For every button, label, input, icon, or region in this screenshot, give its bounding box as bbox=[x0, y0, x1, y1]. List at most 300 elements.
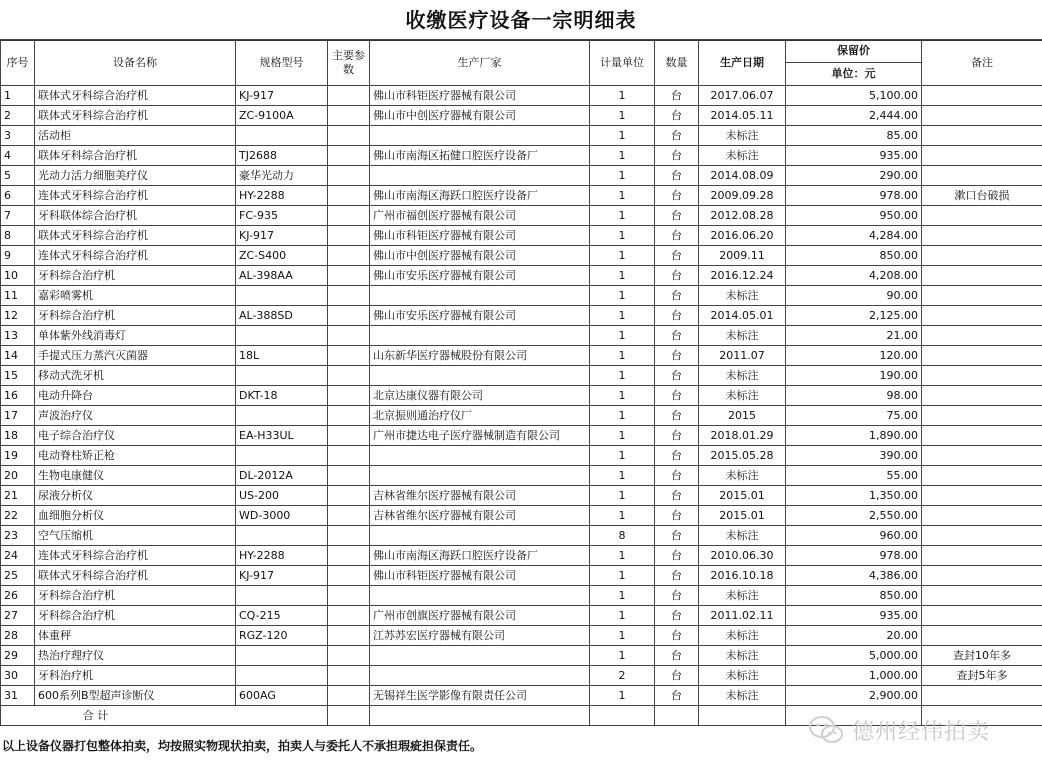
cell-remark bbox=[922, 546, 1042, 566]
cell-date: 未标注 bbox=[699, 366, 786, 386]
cell-params bbox=[328, 266, 370, 286]
cell-maker bbox=[370, 666, 590, 686]
cell-price: 2,900.00 bbox=[786, 686, 922, 706]
cell-date: 未标注 bbox=[699, 666, 786, 686]
cell-remark bbox=[922, 386, 1042, 406]
cell-unit: 1 bbox=[590, 246, 655, 266]
cell-date: 2016.12.24 bbox=[699, 266, 786, 286]
cell-unit: 1 bbox=[590, 426, 655, 446]
cell-qty: 台 bbox=[655, 226, 699, 246]
cell-remark bbox=[922, 166, 1042, 186]
cell-model: KJ-917 bbox=[236, 86, 328, 106]
wechat-icon bbox=[808, 715, 844, 745]
cell-date: 2017.06.07 bbox=[699, 86, 786, 106]
table-row bbox=[1, 226, 1042, 246]
cell-name: 联体式牙科综合治疗机 bbox=[35, 106, 236, 126]
table-row bbox=[1, 466, 1042, 486]
cell-unit: 1 bbox=[590, 366, 655, 386]
cell-name: 联体式牙科综合治疗机 bbox=[35, 226, 236, 246]
cell-qty: 台 bbox=[655, 366, 699, 386]
cell-name: 联体牙科综合治疗机 bbox=[35, 146, 236, 166]
cell-qty: 台 bbox=[655, 626, 699, 646]
cell-no: 23 bbox=[1, 526, 35, 546]
cell-model: FC-935 bbox=[236, 206, 328, 226]
header-unit: 计量单位 bbox=[590, 40, 655, 86]
cell-maker: 无锡祥生医学影像有限责任公司 bbox=[370, 686, 590, 706]
cell-unit: 1 bbox=[590, 186, 655, 206]
cell-params bbox=[328, 146, 370, 166]
cell-name: 联体式牙科综合治疗机 bbox=[35, 86, 236, 106]
cell-name: 牙科综合治疗机 bbox=[35, 266, 236, 286]
total-cell bbox=[370, 706, 590, 726]
cell-maker: 佛山市科钜医疗器械有限公司 bbox=[370, 566, 590, 586]
cell-remark bbox=[922, 586, 1042, 606]
cell-no: 3 bbox=[1, 126, 35, 146]
cell-unit: 1 bbox=[590, 86, 655, 106]
header-model: 规格型号 bbox=[236, 40, 328, 86]
total-cell bbox=[328, 706, 370, 726]
cell-name: 体重秤 bbox=[35, 626, 236, 646]
cell-no: 25 bbox=[1, 566, 35, 586]
cell-params bbox=[328, 306, 370, 326]
cell-maker bbox=[370, 366, 590, 386]
cell-qty: 台 bbox=[655, 646, 699, 666]
table-row bbox=[1, 146, 1042, 166]
cell-name: 600系列B型超声诊断仪 bbox=[35, 686, 236, 706]
cell-remark bbox=[922, 626, 1042, 646]
cell-remark bbox=[922, 566, 1042, 586]
cell-date: 2016.10.18 bbox=[699, 566, 786, 586]
cell-price: 21.00 bbox=[786, 326, 922, 346]
cell-date: 2009.11 bbox=[699, 246, 786, 266]
cell-maker: 佛山市安乐医疗器械有限公司 bbox=[370, 266, 590, 286]
cell-params bbox=[328, 546, 370, 566]
cell-params bbox=[328, 326, 370, 346]
table-row bbox=[1, 346, 1042, 366]
cell-model: HY-2288 bbox=[236, 546, 328, 566]
cell-name: 嘉彩喷雾机 bbox=[35, 286, 236, 306]
cell-qty: 台 bbox=[655, 546, 699, 566]
cell-model: HY-2288 bbox=[236, 186, 328, 206]
cell-qty: 台 bbox=[655, 86, 699, 106]
cell-params bbox=[328, 566, 370, 586]
cell-remark bbox=[922, 466, 1042, 486]
cell-no: 5 bbox=[1, 166, 35, 186]
cell-name: 电动升降台 bbox=[35, 386, 236, 406]
cell-no: 27 bbox=[1, 606, 35, 626]
cell-no: 26 bbox=[1, 586, 35, 606]
cell-maker bbox=[370, 446, 590, 466]
cell-qty: 台 bbox=[655, 286, 699, 306]
cell-price: 2,444.00 bbox=[786, 106, 922, 126]
table-row bbox=[1, 306, 1042, 326]
table-row bbox=[1, 486, 1042, 506]
cell-name: 牙科综合治疗机 bbox=[35, 586, 236, 606]
cell-qty: 台 bbox=[655, 246, 699, 266]
cell-price: 75.00 bbox=[786, 406, 922, 426]
cell-qty: 台 bbox=[655, 166, 699, 186]
cell-no: 10 bbox=[1, 266, 35, 286]
cell-params bbox=[328, 466, 370, 486]
cell-no: 17 bbox=[1, 406, 35, 426]
cell-date: 2014.05.01 bbox=[699, 306, 786, 326]
cell-params bbox=[328, 166, 370, 186]
cell-remark bbox=[922, 126, 1042, 146]
cell-no: 30 bbox=[1, 666, 35, 686]
cell-params bbox=[328, 626, 370, 646]
table-row bbox=[1, 686, 1042, 706]
total-cell bbox=[655, 706, 699, 726]
cell-model: AL-398AA bbox=[236, 266, 328, 286]
cell-date: 2009.09.28 bbox=[699, 186, 786, 206]
cell-no: 31 bbox=[1, 686, 35, 706]
cell-date: 2018.01.29 bbox=[699, 426, 786, 446]
cell-maker: 佛山市科钜医疗器械有限公司 bbox=[370, 226, 590, 246]
cell-maker: 北京振则通治疗仪厂 bbox=[370, 406, 590, 426]
cell-no: 7 bbox=[1, 206, 35, 226]
cell-qty: 台 bbox=[655, 106, 699, 126]
cell-name: 连体式牙科综合治疗机 bbox=[35, 246, 236, 266]
cell-qty: 台 bbox=[655, 486, 699, 506]
table-row bbox=[1, 566, 1042, 586]
cell-no: 16 bbox=[1, 386, 35, 406]
cell-name: 牙科综合治疗机 bbox=[35, 606, 236, 626]
cell-no: 12 bbox=[1, 306, 35, 326]
cell-params bbox=[328, 126, 370, 146]
cell-params bbox=[328, 226, 370, 246]
cell-maker: 山东新华医疗器械股份有限公司 bbox=[370, 346, 590, 366]
cell-price: 4,386.00 bbox=[786, 566, 922, 586]
cell-price: 850.00 bbox=[786, 586, 922, 606]
cell-name: 空气压缩机 bbox=[35, 526, 236, 546]
cell-maker: 佛山市科钜医疗器械有限公司 bbox=[370, 86, 590, 106]
cell-model: 600AG bbox=[236, 686, 328, 706]
cell-unit: 1 bbox=[590, 346, 655, 366]
cell-price: 4,284.00 bbox=[786, 226, 922, 246]
cell-model: US-200 bbox=[236, 486, 328, 506]
cell-params bbox=[328, 206, 370, 226]
cell-maker: 北京达康仪器有限公司 bbox=[370, 386, 590, 406]
cell-qty: 台 bbox=[655, 326, 699, 346]
cell-no: 24 bbox=[1, 546, 35, 566]
cell-no: 19 bbox=[1, 446, 35, 466]
cell-model: WD-3000 bbox=[236, 506, 328, 526]
cell-model: AL-388SD bbox=[236, 306, 328, 326]
cell-model: TJ2688 bbox=[236, 146, 328, 166]
cell-remark bbox=[922, 86, 1042, 106]
cell-params bbox=[328, 366, 370, 386]
cell-name: 牙科治疗机 bbox=[35, 666, 236, 686]
cell-params bbox=[328, 446, 370, 466]
cell-remark bbox=[922, 366, 1042, 386]
cell-date: 2011.07 bbox=[699, 346, 786, 366]
cell-maker: 佛山市安乐医疗器械有限公司 bbox=[370, 306, 590, 326]
cell-maker: 广州市创旗医疗器械有限公司 bbox=[370, 606, 590, 626]
cell-date: 未标注 bbox=[699, 386, 786, 406]
sheet-title: 收缴医疗设备一宗明细表 bbox=[0, 0, 1042, 41]
cell-qty: 台 bbox=[655, 406, 699, 426]
cell-remark bbox=[922, 406, 1042, 426]
cell-model: DL-2012A bbox=[236, 466, 328, 486]
cell-qty: 台 bbox=[655, 666, 699, 686]
cell-price: 950.00 bbox=[786, 206, 922, 226]
cell-qty: 台 bbox=[655, 526, 699, 546]
cell-remark bbox=[922, 286, 1042, 306]
cell-no: 13 bbox=[1, 326, 35, 346]
cell-unit: 1 bbox=[590, 446, 655, 466]
cell-price: 2,550.00 bbox=[786, 506, 922, 526]
table-row bbox=[1, 446, 1042, 466]
table-row bbox=[1, 426, 1042, 446]
cell-params bbox=[328, 686, 370, 706]
table-row bbox=[1, 286, 1042, 306]
cell-params bbox=[328, 506, 370, 526]
cell-no: 11 bbox=[1, 286, 35, 306]
cell-name: 牙科综合治疗机 bbox=[35, 306, 236, 326]
cell-params bbox=[328, 526, 370, 546]
cell-price: 850.00 bbox=[786, 246, 922, 266]
cell-model: RGZ-120 bbox=[236, 626, 328, 646]
cell-maker bbox=[370, 286, 590, 306]
cell-unit: 1 bbox=[590, 166, 655, 186]
table-row bbox=[1, 586, 1042, 606]
cell-unit: 1 bbox=[590, 106, 655, 126]
cell-name: 牙科联体综合治疗机 bbox=[35, 206, 236, 226]
table-row bbox=[1, 106, 1042, 126]
header-maker: 生产厂家 bbox=[370, 40, 590, 86]
cell-qty: 台 bbox=[655, 446, 699, 466]
cell-remark bbox=[922, 526, 1042, 546]
cell-maker bbox=[370, 586, 590, 606]
cell-price: 960.00 bbox=[786, 526, 922, 546]
cell-price: 935.00 bbox=[786, 606, 922, 626]
cell-model: DKT-18 bbox=[236, 386, 328, 406]
cell-unit: 1 bbox=[590, 626, 655, 646]
cell-unit: 1 bbox=[590, 546, 655, 566]
cell-model bbox=[236, 406, 328, 426]
cell-price: 55.00 bbox=[786, 466, 922, 486]
cell-maker bbox=[370, 126, 590, 146]
cell-price: 90.00 bbox=[786, 286, 922, 306]
cell-params bbox=[328, 666, 370, 686]
cell-date: 2012.08.28 bbox=[699, 206, 786, 226]
cell-qty: 台 bbox=[655, 126, 699, 146]
cell-price: 935.00 bbox=[786, 146, 922, 166]
cell-date: 2015.05.28 bbox=[699, 446, 786, 466]
cell-date: 2016.06.20 bbox=[699, 226, 786, 246]
cell-unit: 1 bbox=[590, 126, 655, 146]
cell-qty: 台 bbox=[655, 346, 699, 366]
header-price: 保留价 bbox=[786, 40, 922, 63]
total-label: 合 计 bbox=[1, 706, 328, 726]
cell-maker: 佛山市中创医疗器械有限公司 bbox=[370, 246, 590, 266]
cell-unit: 8 bbox=[590, 526, 655, 546]
cell-date: 2015.01 bbox=[699, 506, 786, 526]
cell-date: 未标注 bbox=[699, 466, 786, 486]
cell-qty: 台 bbox=[655, 586, 699, 606]
cell-price: 120.00 bbox=[786, 346, 922, 366]
cell-qty: 台 bbox=[655, 146, 699, 166]
cell-qty: 台 bbox=[655, 686, 699, 706]
cell-maker: 江苏苏宏医疗器械有限公司 bbox=[370, 626, 590, 646]
footer-note: 以上设备仪器打包整体拍卖，均按照实物现状拍卖，拍卖人与委托人不承担瑕疵担保责任。 bbox=[2, 739, 483, 753]
table-row bbox=[1, 126, 1042, 146]
cell-model: 18L bbox=[236, 346, 328, 366]
cell-unit: 1 bbox=[590, 506, 655, 526]
cell-remark bbox=[922, 486, 1042, 506]
cell-model bbox=[236, 586, 328, 606]
cell-price: 1,890.00 bbox=[786, 426, 922, 446]
cell-unit: 1 bbox=[590, 286, 655, 306]
cell-price: 978.00 bbox=[786, 186, 922, 206]
cell-no: 22 bbox=[1, 506, 35, 526]
cell-qty: 台 bbox=[655, 186, 699, 206]
cell-remark bbox=[922, 146, 1042, 166]
cell-maker bbox=[370, 466, 590, 486]
cell-price: 390.00 bbox=[786, 446, 922, 466]
cell-remark bbox=[922, 266, 1042, 286]
cell-model: CQ-215 bbox=[236, 606, 328, 626]
cell-unit: 1 bbox=[590, 306, 655, 326]
cell-price: 1,000.00 bbox=[786, 666, 922, 686]
cell-date: 2014.08.09 bbox=[699, 166, 786, 186]
table-row bbox=[1, 386, 1042, 406]
cell-name: 活动柜 bbox=[35, 126, 236, 146]
cell-date: 2011.02.11 bbox=[699, 606, 786, 626]
cell-unit: 1 bbox=[590, 226, 655, 246]
cell-name: 声波治疗仪 bbox=[35, 406, 236, 426]
table-row bbox=[1, 526, 1042, 546]
cell-unit: 1 bbox=[590, 146, 655, 166]
cell-date: 未标注 bbox=[699, 326, 786, 346]
cell-price: 5,100.00 bbox=[786, 86, 922, 106]
cell-remark bbox=[922, 506, 1042, 526]
cell-model: KJ-917 bbox=[236, 566, 328, 586]
cell-remark bbox=[922, 606, 1042, 626]
cell-no: 1 bbox=[1, 86, 35, 106]
cell-unit: 1 bbox=[590, 386, 655, 406]
cell-maker: 佛山市南海区海跃口腔医疗设备厂 bbox=[370, 546, 590, 566]
cell-name: 手提式压力蒸汽灭菌器 bbox=[35, 346, 236, 366]
cell-name: 血细胞分析仪 bbox=[35, 506, 236, 526]
cell-qty: 台 bbox=[655, 566, 699, 586]
cell-no: 4 bbox=[1, 146, 35, 166]
cell-maker: 吉林省维尔医疗器械有限公司 bbox=[370, 486, 590, 506]
cell-model bbox=[236, 526, 328, 546]
cell-remark: 查封10年多 bbox=[922, 646, 1042, 666]
cell-no: 29 bbox=[1, 646, 35, 666]
cell-no: 18 bbox=[1, 426, 35, 446]
cell-params bbox=[328, 86, 370, 106]
table-row bbox=[1, 646, 1042, 666]
cell-model bbox=[236, 646, 328, 666]
cell-remark bbox=[922, 246, 1042, 266]
cell-unit: 2 bbox=[590, 666, 655, 686]
cell-no: 28 bbox=[1, 626, 35, 646]
cell-qty: 台 bbox=[655, 426, 699, 446]
cell-no: 8 bbox=[1, 226, 35, 246]
cell-date: 未标注 bbox=[699, 526, 786, 546]
cell-unit: 1 bbox=[590, 206, 655, 226]
cell-date: 2010.06.30 bbox=[699, 546, 786, 566]
cell-unit: 1 bbox=[590, 646, 655, 666]
cell-price: 1,350.00 bbox=[786, 486, 922, 506]
cell-price: 20.00 bbox=[786, 626, 922, 646]
table-row bbox=[1, 206, 1042, 226]
cell-model bbox=[236, 286, 328, 306]
cell-name: 尿液分析仪 bbox=[35, 486, 236, 506]
cell-price: 290.00 bbox=[786, 166, 922, 186]
cell-qty: 台 bbox=[655, 466, 699, 486]
cell-maker bbox=[370, 326, 590, 346]
cell-no: 6 bbox=[1, 186, 35, 206]
cell-remark: 查封5年多 bbox=[922, 666, 1042, 686]
table-row bbox=[1, 166, 1042, 186]
cell-model bbox=[236, 446, 328, 466]
cell-date: 2014.05.11 bbox=[699, 106, 786, 126]
cell-price: 98.00 bbox=[786, 386, 922, 406]
cell-unit: 1 bbox=[590, 586, 655, 606]
cell-model bbox=[236, 126, 328, 146]
header-no: 序号 bbox=[1, 40, 35, 86]
cell-remark bbox=[922, 326, 1042, 346]
table-row bbox=[1, 506, 1042, 526]
table-body bbox=[1, 86, 1042, 706]
cell-no: 2 bbox=[1, 106, 35, 126]
cell-remark bbox=[922, 306, 1042, 326]
cell-maker: 广州市福创医疗器械有限公司 bbox=[370, 206, 590, 226]
cell-name: 电子综合治疗仪 bbox=[35, 426, 236, 446]
cell-name: 连体式牙科综合治疗机 bbox=[35, 186, 236, 206]
cell-maker bbox=[370, 646, 590, 666]
cell-date: 未标注 bbox=[699, 586, 786, 606]
cell-params bbox=[328, 346, 370, 366]
cell-unit: 1 bbox=[590, 266, 655, 286]
total-cell bbox=[699, 706, 786, 726]
cell-qty: 台 bbox=[655, 506, 699, 526]
table-row bbox=[1, 546, 1042, 566]
cell-price: 5,000.00 bbox=[786, 646, 922, 666]
cell-no: 14 bbox=[1, 346, 35, 366]
header-remark: 备注 bbox=[922, 40, 1042, 86]
cell-no: 21 bbox=[1, 486, 35, 506]
cell-params bbox=[328, 186, 370, 206]
cell-qty: 台 bbox=[655, 206, 699, 226]
cell-maker bbox=[370, 166, 590, 186]
cell-price: 2,125.00 bbox=[786, 306, 922, 326]
cell-name: 单体紫外线消毒灯 bbox=[35, 326, 236, 346]
cell-unit: 1 bbox=[590, 686, 655, 706]
cell-price: 190.00 bbox=[786, 366, 922, 386]
table-row bbox=[1, 406, 1042, 426]
cell-date: 2015.01 bbox=[699, 486, 786, 506]
cell-no: 9 bbox=[1, 246, 35, 266]
table-row bbox=[1, 186, 1042, 206]
cell-remark: 漱口台破损 bbox=[922, 186, 1042, 206]
cell-date: 未标注 bbox=[699, 646, 786, 666]
header-params: 主要参数 bbox=[328, 40, 370, 86]
cell-name: 移动式洗牙机 bbox=[35, 366, 236, 386]
cell-remark bbox=[922, 106, 1042, 126]
cell-price: 4,208.00 bbox=[786, 266, 922, 286]
cell-params bbox=[328, 646, 370, 666]
cell-params bbox=[328, 386, 370, 406]
cell-maker: 吉林省维尔医疗器械有限公司 bbox=[370, 506, 590, 526]
cell-params bbox=[328, 406, 370, 426]
cell-name: 热治疗理疗仪 bbox=[35, 646, 236, 666]
header-price-unit: 单位：元 bbox=[786, 63, 922, 86]
cell-qty: 台 bbox=[655, 266, 699, 286]
